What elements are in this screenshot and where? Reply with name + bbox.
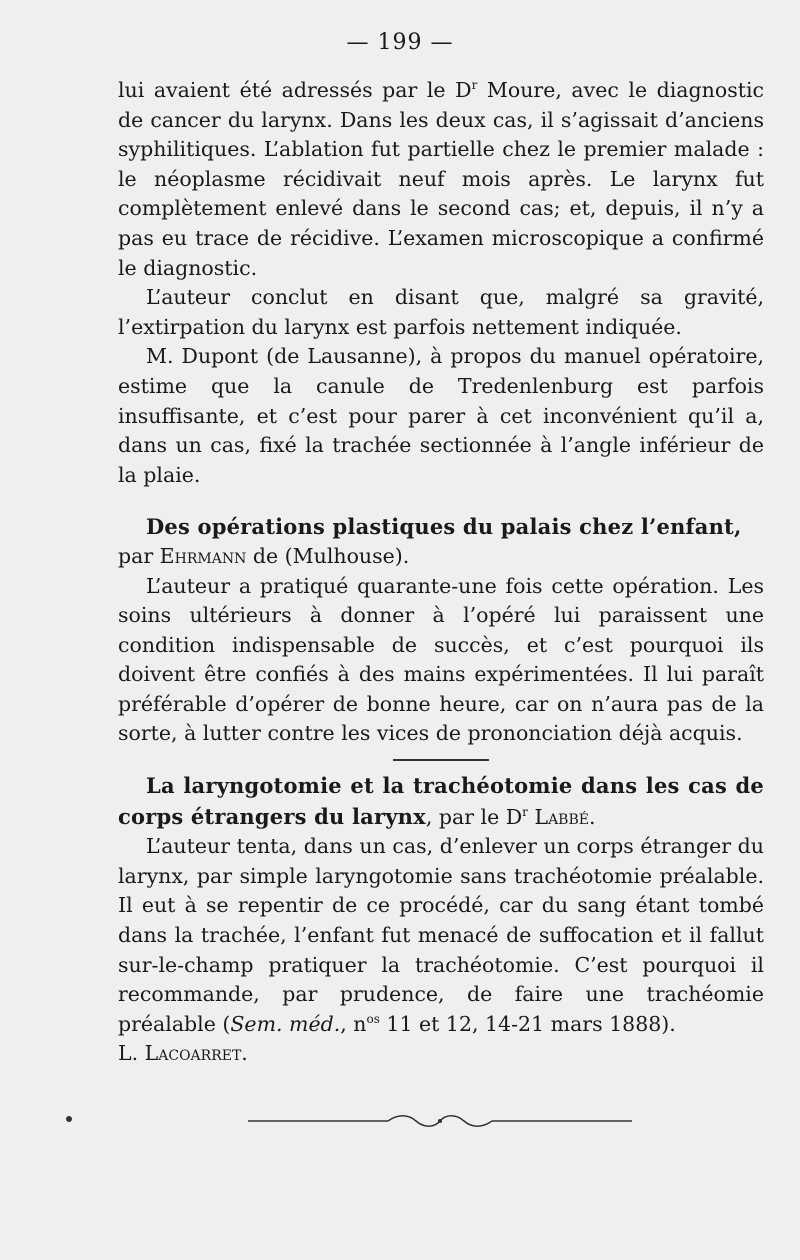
byline-suffix: de (Mulhouse).	[246, 543, 410, 568]
margin-mark	[66, 1116, 72, 1122]
para1-sup: r	[471, 78, 478, 93]
section-body-palais: L’auteur a pratiqué quarante-une fois cette opération. Les soins ultérieurs à donner à l’opéré lui paraissent une condition indispensable de succès, et c’est pourquoi ils doivent être confiés à des mains expérimentées. Il lui paraît préférable d’opérer de bonne heure, car on n’aura pas de la sorte, à lutter contre les vices de prononciation déjà acquis.	[118, 573, 764, 746]
para1-text-b: Moure, avec le diagnostic de cancer du larynx. Dans les deux cas, il s’agissait d’anciens syphilitiques. L’ablation fut partielle chez le premier malade : le néoplasme récidivait neuf mois après. Le larynx fut complètement enlevé dans le second cas; et, depuis, il n’y a pas eu trace de récidive. L’examen microscopique a confirmé le diagnostic.	[118, 78, 764, 280]
paragraph-continuation	[118, 76, 764, 283]
byline-prefix: par	[118, 543, 160, 568]
paragraph-dupont: M. Dupont (de Lausanne), à propos du manuel opératoire, estime que la canule de Tredenlenburg est parfois insuffisante, et c’est pour parer à cet inconvénient qu’il a, dans un cas, fixé la trachée sectionnée à l’angle inférieur de la plaie.	[118, 344, 764, 487]
byline-prefix-2: , par le D	[425, 804, 523, 829]
body-sup: os	[366, 1011, 380, 1026]
signature: L. Lacoarret.	[118, 1041, 248, 1066]
author-labbe: Labbé	[534, 804, 589, 829]
para1-text-a: lui avaient été adressés par le D	[118, 78, 472, 102]
page-number: — 199 —	[346, 30, 454, 55]
body-text-2: , n	[340, 1011, 367, 1036]
section-title-text: La laryngotomie et la trachéotomie dans les cas de corps étrangers du larynx	[118, 773, 764, 829]
section-title-palais: Des opérations plastiques du palais chez l’enfant,	[146, 514, 742, 540]
author-ehrmann: Ehrmann	[159, 543, 247, 568]
journal-citation: Sem. méd.	[230, 1011, 341, 1036]
byline-suffix-2: .	[588, 804, 596, 829]
paragraph-conclusion: L’auteur conclut en disant que, malgré sa gravité, l’extirpation du larynx est parfois nettement indiquée.	[118, 285, 764, 339]
section-byline-ehrmann	[118, 542, 764, 572]
byline-sup-2: r	[522, 804, 528, 819]
body-text: L’auteur tenta, dans un cas, d’enlever un corps étranger du larynx, par simple laryngotomie sans trachéotomie préalable. Il eut à se repentir de ce procédé, car du sang étant tombé dans la trachée, l’enfant fut menacé de suffocation et il fallut sur-le-champ pratiquer la trachéotomie. C’est pourquoi il recommande, par prudence, de faire une trachéomie préalable (	[118, 834, 764, 1036]
section-divider-rule	[393, 759, 489, 761]
ornamental-divider	[248, 1112, 632, 1130]
section-title-laryngotomie	[118, 771, 764, 832]
spacer	[118, 490, 764, 512]
body-end: 11 et 12, 14-21 mars 1888).	[379, 1011, 676, 1036]
section-body-laryngotomie	[118, 832, 764, 1039]
page-content	[118, 76, 764, 1069]
